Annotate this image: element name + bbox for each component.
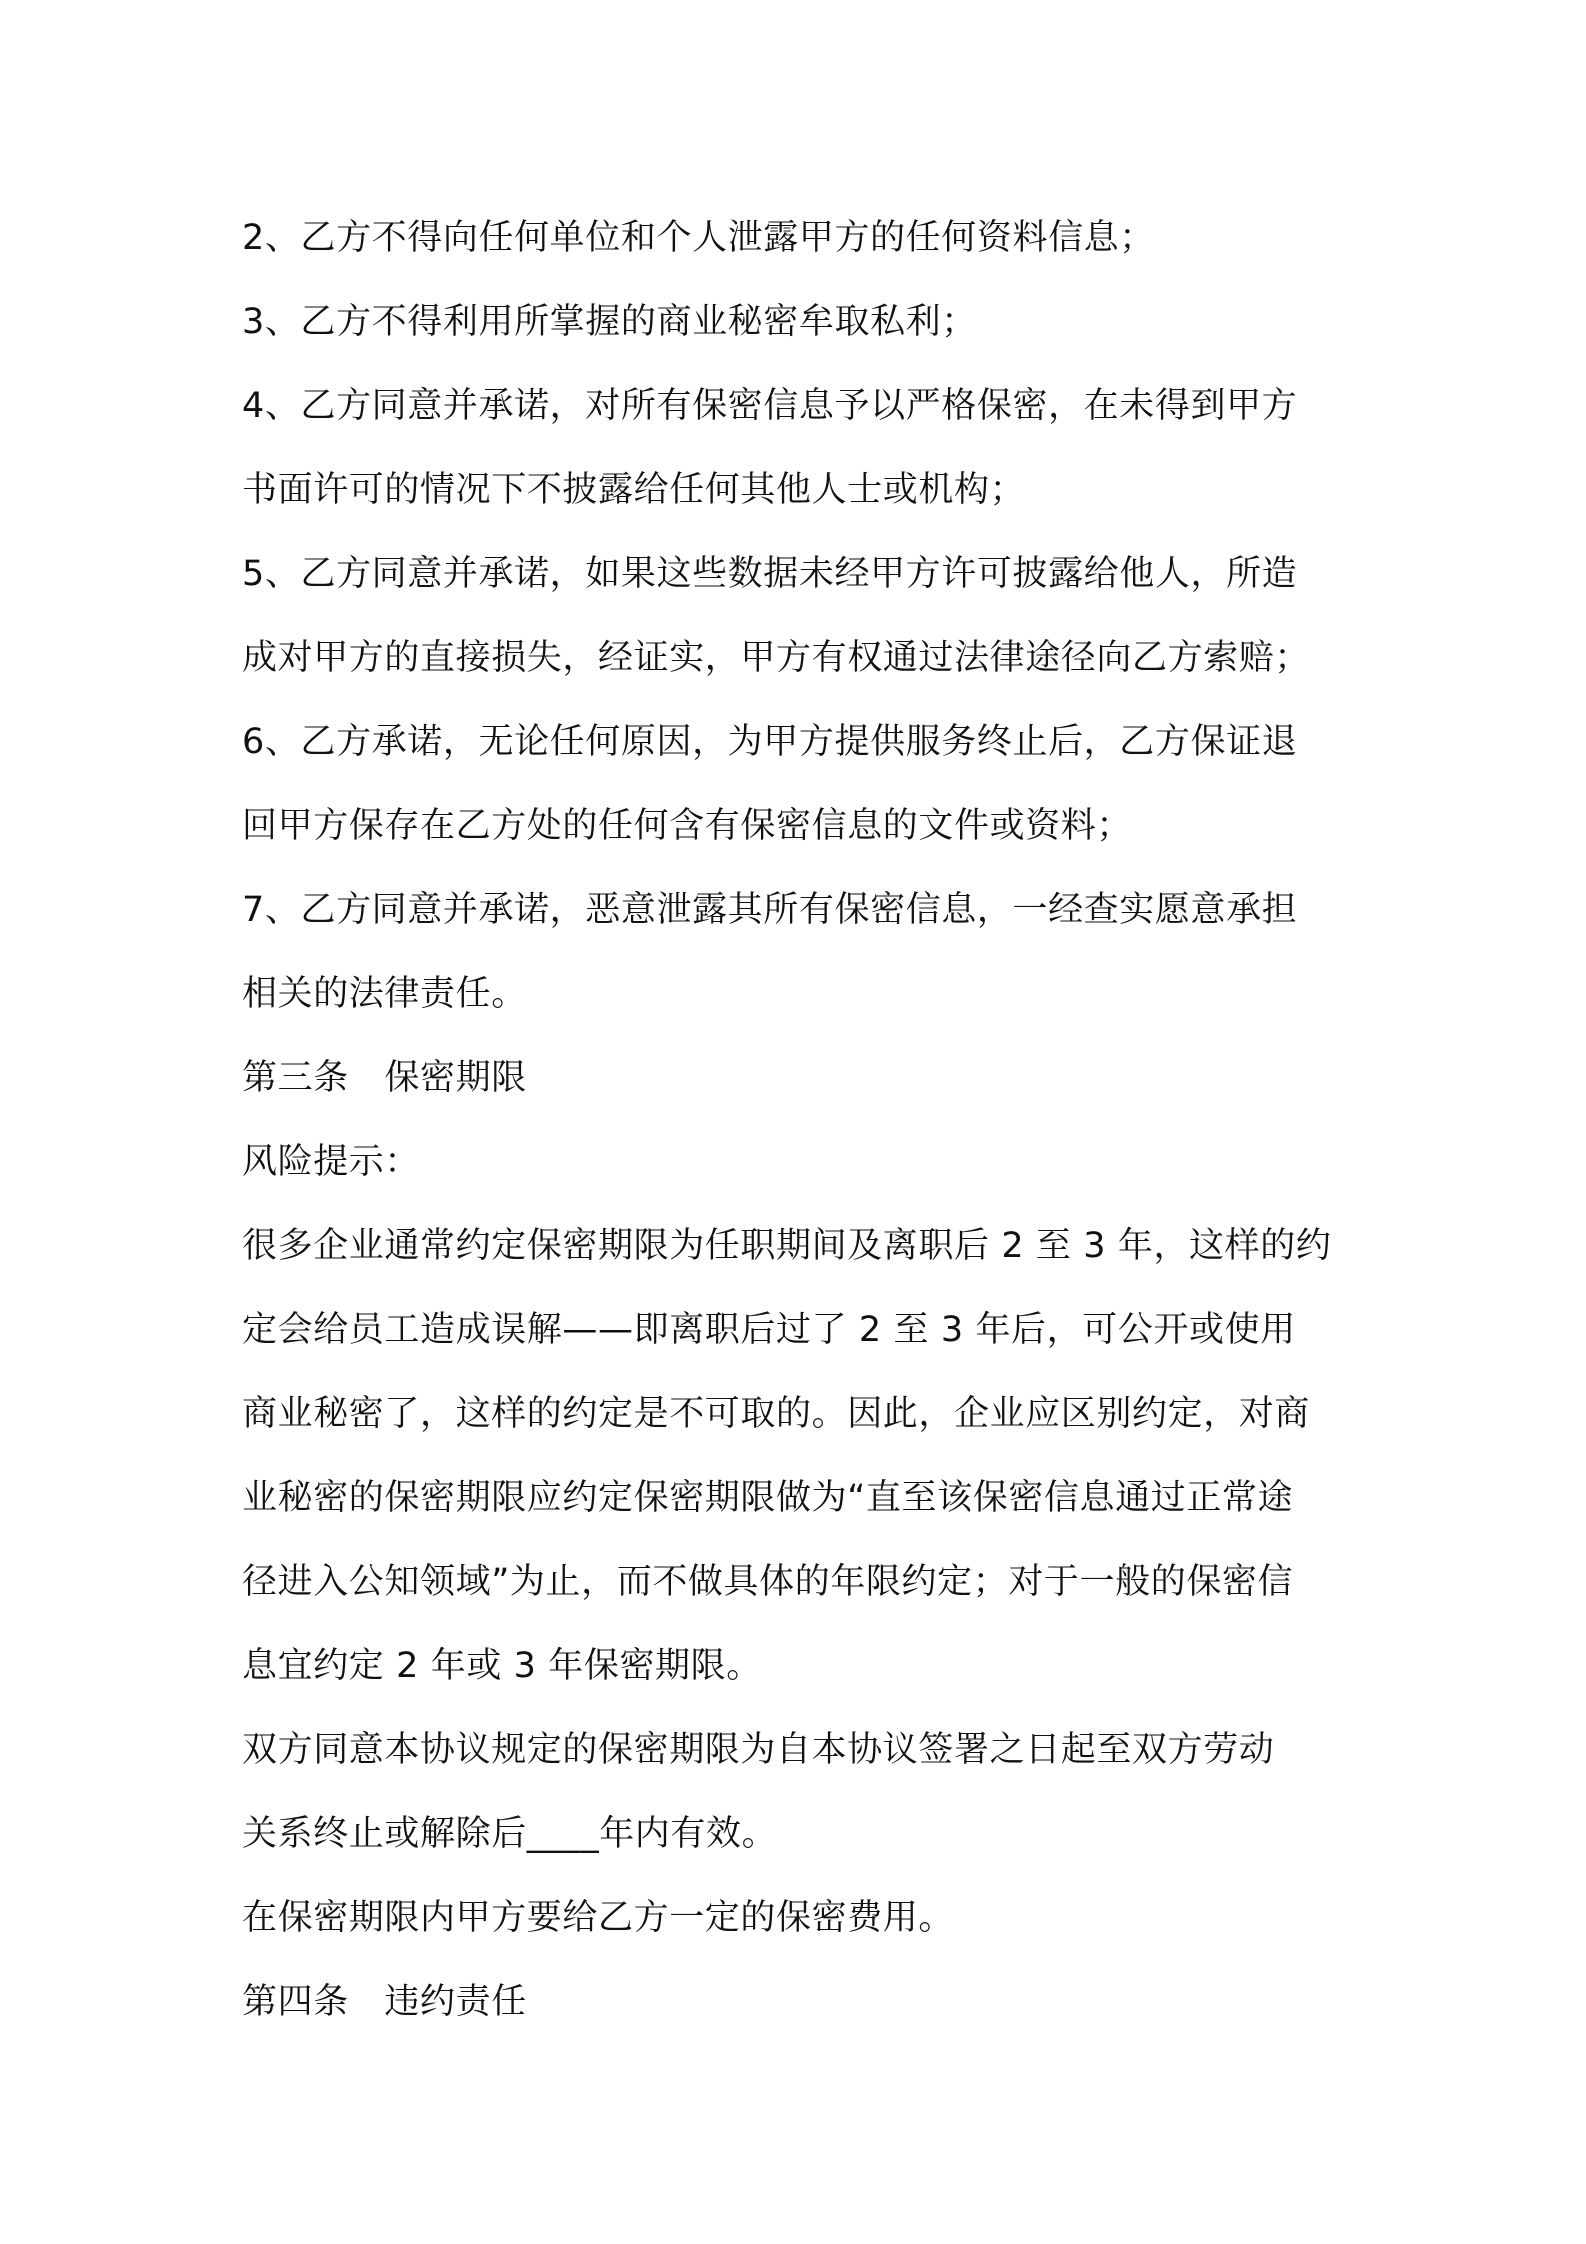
confidentiality-fee-clause: 在保密期限内甲方要给乙方一定的保密费用。 [242, 1898, 955, 1938]
article-3-heading: 第三条 保密期限 [242, 1058, 527, 1098]
clause-item-3: 3、乙方不得利用所掌握的商业秘密牟取私利； [242, 302, 977, 342]
risk-note-text: 息宜约定 2 年或 3 年保密期限。 [242, 1646, 762, 1686]
risk-note-text: 业秘密的保密期限应约定保密期限做为“直至该保密信息通过正常途 [242, 1478, 1294, 1518]
risk-note-text: 商业秘密了，这样的约定是不可取的。因此，企业应区别约定，对商 [242, 1394, 1311, 1434]
risk-note-text: 定会给员工造成误解——即离职后过了 2 至 3 年后，可公开或使用 [242, 1310, 1296, 1350]
risk-note-text: 很多企业通常约定保密期限为任职期间及离职后 2 至 3 年，这样的约 [242, 1226, 1332, 1266]
document-body [242, 196, 1354, 2044]
clause-item-5-continued: 成对甲方的直接损失，经证实，甲方有权通过法律途径向乙方索赔； [242, 638, 1311, 678]
clause-item-2: 2、乙方不得向任何单位和个人泄露甲方的任何资料信息； [242, 218, 1155, 258]
clause-item-4: 4、乙方同意并承诺，对所有保密信息予以严格保密，在未得到甲方 [242, 386, 1298, 426]
clause-item-5: 5、乙方同意并承诺，如果这些数据未经甲方许可披露给他人，所造 [242, 554, 1298, 594]
article-4-heading: 第四条 违约责任 [242, 1982, 527, 2022]
risk-note-text: 径进入公知领域”为止，而不做具体的年限约定；对于一般的保密信 [242, 1562, 1294, 1602]
clause-item-7: 7、乙方同意并承诺，恶意泄露其所有保密信息，一经查实愿意承担 [242, 890, 1298, 930]
confidentiality-term-clause: 关系终止或解除后____年内有效。 [242, 1814, 778, 1854]
confidentiality-term-clause: 双方同意本协议规定的保密期限为自本协议签署之日起至双方劳动 [242, 1730, 1275, 1770]
clause-item-4-continued: 书面许可的情况下不披露给任何其他人士或机构； [242, 470, 1026, 510]
clause-item-7-continued: 相关的法律责任。 [242, 974, 527, 1014]
clause-item-6-continued: 回甲方保存在乙方处的任何含有保密信息的文件或资料； [242, 806, 1133, 846]
risk-note-label: 风险提示： [242, 1142, 421, 1182]
clause-item-6: 6、乙方承诺，无论任何原因，为甲方提供服务终止后，乙方保证退 [242, 722, 1298, 762]
